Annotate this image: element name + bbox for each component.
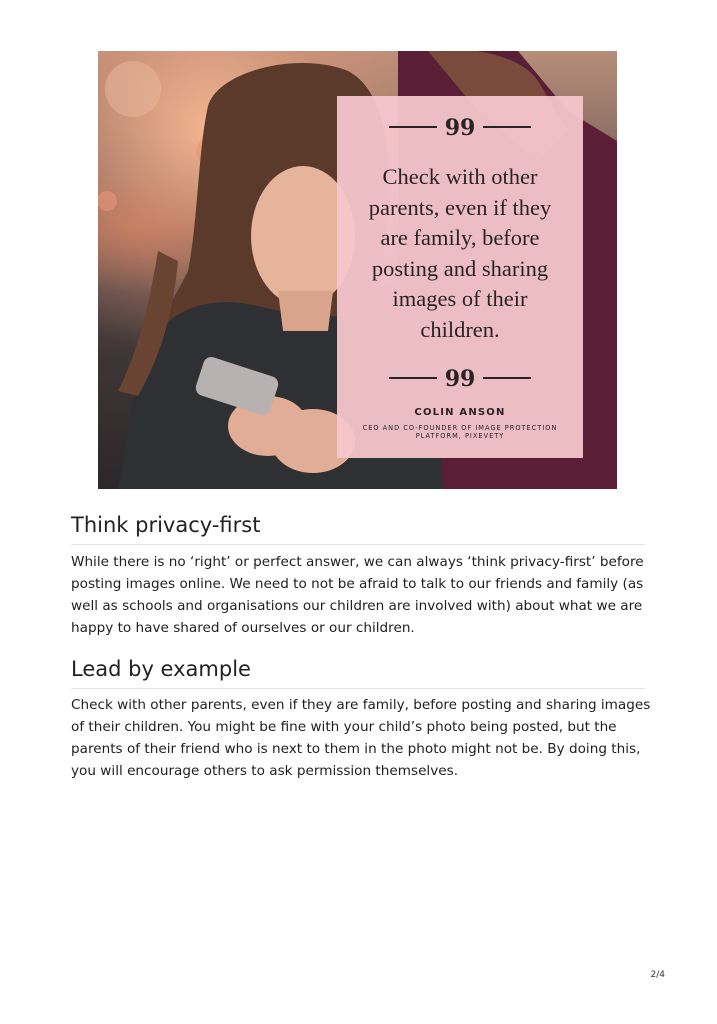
section-heading-think-privacy-first: Think privacy-first <box>71 512 645 545</box>
quote-card <box>337 96 583 458</box>
section-body-lead-by-example: Check with other parents, even if they are family, before posting and sharing images of their children. You might be fine with your child’s photo being posted, but the parents of their friend who is next to them in the photo might not be. By doing this, you will encourage others to ask permission themselves. <box>71 697 651 779</box>
divider-line <box>389 126 437 128</box>
quote-icon: 99 <box>444 115 476 141</box>
page-number: 2/4 <box>650 970 665 980</box>
divider-line <box>389 377 437 379</box>
quote-divider-top <box>337 115 583 141</box>
divider-line <box>483 377 531 379</box>
quote-divider-bottom <box>337 366 583 392</box>
section-heading-lead-by-example: Lead by example <box>71 656 645 689</box>
hero-photo <box>98 51 617 489</box>
quote-author-role: CEO AND CO-FOUNDER OF IMAGE PROTECTION PLATFORM, PIXEVETY <box>362 424 558 440</box>
quote-icon: 99 <box>444 366 476 392</box>
section-body-think-privacy-first: While there is no ‘right’ or perfect answer, we can always ‘think privacy-first’ before posting images online. We need to not be afraid to talk to our friends and family (as well as schools and organisations our children are involved with) about what we are happy to have shared of ourselves or our children. <box>71 554 644 636</box>
quote-text: Check with other parents, even if they are family, before posting and sharing images of their children. <box>368 164 552 342</box>
divider-line <box>483 126 531 128</box>
quote-author-name: COLIN ANSON <box>414 407 506 418</box>
